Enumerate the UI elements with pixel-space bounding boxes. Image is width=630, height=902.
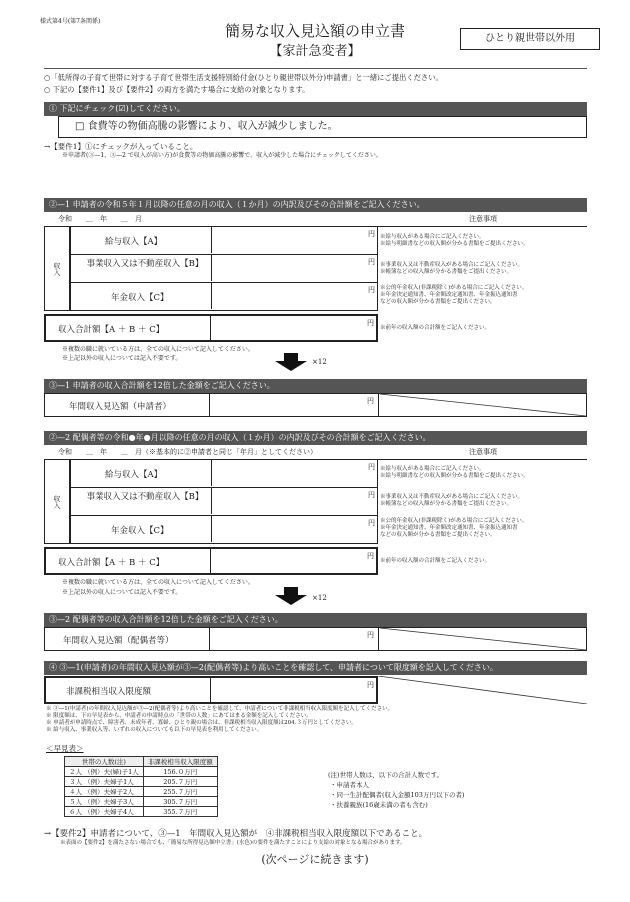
pension-note — [380, 285, 527, 306]
continue-next-page: (次ページに続きます) — [261, 853, 369, 866]
page-subtitle: 【家計急変者】 — [269, 44, 361, 59]
spouse-salary-income-input[interactable] — [211, 460, 371, 486]
yen-label: 円 — [368, 463, 375, 471]
total-note: ※前年の収入額の合計額をご記入ください。 — [380, 325, 491, 331]
income-side-label: 収入 — [44, 227, 70, 311]
form-number: 様式第4号(第7条関係) — [40, 18, 101, 25]
section-2-1-header: ②—1 申請者の令和５年１月以降の任意の月の収入（１か月）の内訳及びその合計額をご記入ください。 — [44, 198, 587, 212]
household-note-title: (注)世帯人数は、以下の合計人数です。 — [328, 771, 444, 779]
income-limit: 255.７万円 — [143, 787, 217, 797]
spouse-business-note-2: ※帳簿などの収入額が分かる書類をご提出ください。 — [380, 501, 513, 507]
yen-label: 円 — [368, 258, 375, 266]
pension-note-3: などの収入額が分かる書類をご提出ください。 — [380, 299, 496, 305]
table-header: 世帯の人数(注) — [65, 757, 144, 767]
total-income-label: 収入合計額【A ＋ B ＋ C】 — [58, 325, 165, 335]
spouse-total-note: ※前年の収入額の合計額をご記入ください。 — [380, 558, 491, 564]
requirement-1: →【要件1】①にチェックが入っていること。 — [44, 142, 198, 151]
spouse-income-month-field[interactable]: 令和 ＿ 年 ＿ 月（※基本的に②申請者と同じ「年月」としてください） — [58, 448, 317, 456]
spouse-salary-income-label: 給与収入【A】 — [105, 470, 163, 480]
down-arrow-head-icon — [275, 595, 307, 605]
requirement-2-note: ※表面の【要件2】を満たさない場合でも、「簡易な所得見込額申立書」(水色)の要件を満たすことにより支給の対象となる場合があります。 — [60, 840, 406, 846]
times-twelve: ×12 — [312, 358, 327, 366]
pension-income-input[interactable] — [211, 283, 371, 309]
table-row — [65, 777, 218, 787]
yen-label: 円 — [368, 491, 375, 499]
salary-income-input[interactable] — [211, 227, 371, 253]
spouse-business-income-label: 事業収入又は不動産収入【B】 — [86, 492, 204, 502]
diagonal-line — [380, 628, 586, 650]
pension-income-label: 年金収入【C】 — [111, 293, 169, 303]
times-twelve: ×12 — [312, 594, 327, 602]
household-note — [328, 770, 464, 810]
annual-income-applicant-label: 年間収入見込額（申請者） — [69, 402, 172, 412]
spouse-pension-income-label: 年金収入【C】 — [111, 526, 169, 536]
yen-label: 円 — [367, 319, 374, 327]
household-note-item: ・扶養親族(16歳未満の者も含む) — [330, 801, 428, 809]
spouse-pension-note-3: などの収入額が分かる書類をご提出ください。 — [380, 532, 496, 538]
section-4-note-4: ※ 給与収入、事業収入等、いずれの収入についても以下の早見表を利用してください。 — [46, 727, 263, 733]
yen-label: 円 — [368, 230, 375, 238]
total-income-input[interactable] — [210, 316, 370, 340]
pension-income-row — [70, 283, 378, 311]
quick-table-title: ＜早見表＞ — [46, 744, 84, 753]
business-note-1: ※事業収入又は不動産収入がある場合にご記入ください。 — [380, 262, 524, 268]
income-limit: 355.７万円 — [143, 807, 217, 817]
salary-income-label: 給与収入【A】 — [105, 237, 163, 247]
intro-line-1: ○「低所得の子育て世帯に対する子育て世帯生活支援特別給付金(ひとり親世帯以外分)申請書」と一緒にご提出ください。 — [44, 73, 443, 82]
annual-income-applicant-input[interactable] — [209, 394, 379, 416]
income-limit-row — [44, 676, 378, 704]
annual-income-spouse-label: 年間収入見込額（配偶者等） — [63, 636, 174, 646]
spouse-total-income-label: 収入合計額【A ＋ B ＋ C】 — [58, 558, 165, 568]
section-4-header: ④ ③—1(申請者)の年間収入見込額が③—2(配偶者等)より高いことを確認して、申請者について限度額を記入してください。 — [44, 661, 587, 675]
table-row — [65, 787, 218, 797]
spouse-salary-note — [380, 466, 529, 480]
pension-note-1: ※公的年金収入(非課税除く)がある場合にご記入ください。 — [380, 285, 528, 291]
section-4-notes — [46, 706, 393, 734]
section-4-note-1: ※ ③—1(申請者)の年間収入見込額が③—2(配偶者等)より高いことを確認して、申請者について非課税相当収入限度額を記入してください。 — [46, 706, 394, 712]
down-arrow-icon — [284, 353, 298, 361]
business-income-label: 事業収入又は不動産収入【B】 — [86, 259, 204, 269]
annual-income-spouse-input[interactable] — [209, 628, 379, 650]
annual-income-applicant-row — [44, 393, 587, 417]
household-size: ４人 （例）夫婦子2人 — [65, 787, 144, 797]
income-limit-input[interactable] — [210, 678, 370, 702]
section-2-1-date-row — [44, 212, 587, 227]
household-size: ３人 （例）夫婦子1人 — [65, 777, 144, 787]
section-2-2-header: ②—2 配偶者等の令和●年●月以降の任意の月の収入（１か月）の内訳及びその合計額をご記入ください。 — [44, 431, 587, 445]
spouse-total-income-input[interactable] — [210, 549, 370, 573]
section-4-note-3: ※ 申請者が申請時点で、障害者、未成年者、寡婦、ひとり親の場合は、非課税相当収入限度額は204.３万円としてください。 — [46, 720, 357, 726]
income-limit-label: 非課税相当収入限度額 — [66, 687, 152, 697]
diagonal-line — [380, 394, 586, 416]
spouse-salary-note-2: ※給与明細書などの収入額が分かる書類をご提出ください。 — [380, 473, 529, 479]
household-note-item: ・同一生計配偶者(収入金額103万円以下の者) — [330, 791, 465, 799]
section-2-2-date-row — [44, 445, 587, 460]
salary-note-2: ※給与明細書などの収入額が分かる書類をご提出ください。 — [380, 241, 529, 247]
notes-header: 注意事項 — [469, 215, 497, 223]
business-income-row — [70, 255, 378, 283]
spouse-business-note — [380, 494, 523, 508]
section-3-1-header: ③—1 申請者の収入合計額を12倍した金額をご記入ください。 — [44, 379, 587, 393]
other-income-note: ※上記以外の収入については記入不要です。 — [62, 355, 182, 362]
table-header: 非課税相当収入限度額 — [143, 757, 217, 767]
income-limit: 205.７万円 — [143, 777, 217, 787]
spouse-salary-income-row — [70, 460, 378, 488]
down-arrow-head-icon — [275, 361, 307, 371]
yen-label: 円 — [368, 519, 375, 527]
yen-label: 円 — [367, 552, 374, 560]
income-limit: 156.０万円 — [143, 767, 217, 777]
multiple-jobs-note: ※複数の職に就いている方は、全ての収入について記入してください。 — [62, 346, 254, 353]
quick-reference-table — [64, 756, 218, 817]
spouse-pension-note-1: ※公的年金収入(非課税除く)がある場合にご記入ください。 — [380, 518, 528, 524]
table-row — [65, 807, 218, 817]
yen-label: 円 — [367, 631, 374, 639]
intro-line-2: ○ 下記の【要件1】及び【要件2】の両方を満たす場合に支給の対象となります。 — [44, 85, 310, 94]
household-note-item: ・申請者本人 — [330, 781, 369, 789]
salary-note-1: ※給与収入がある場合にご記入ください。 — [380, 234, 485, 240]
yen-label: 円 — [368, 286, 375, 294]
requirement-1-note: ※申請者(③—1、③—2 で収入が高い方)が食費等の物価高騰の影響で、収入が減少した場合にチェックしてください。 — [62, 152, 382, 159]
annual-income-spouse-row — [44, 627, 587, 651]
section-1-header: ① 下記にチェック(☑)してください。 — [44, 102, 587, 116]
notes-header: 注意事項 — [469, 448, 497, 456]
table-row — [65, 797, 218, 807]
yen-label: 円 — [367, 397, 374, 405]
section-4-note-2: ※ 限度額は、下の早見表から、申請者の申請時点の「世帯の人数」にあてはまる金額を記入してください。 — [46, 713, 312, 719]
spouse-pension-income-row — [70, 516, 378, 544]
spouse-business-income-row — [70, 488, 378, 516]
spouse-salary-note-1: ※給与収入がある場合にご記入ください。 — [380, 466, 485, 472]
form-type-badge: ひとり親世帯以外用 — [460, 28, 600, 50]
price-impact-checkbox[interactable]: □ 食費等の物価高騰の影響により、収入が減少しました。 — [58, 116, 587, 138]
section-3-2-header: ③—2 配偶者等の収入合計額を12倍した金額をご記入ください。 — [44, 613, 587, 627]
household-size: ６人 （例）夫婦子4人 — [65, 807, 144, 817]
spouse-total-income-row — [44, 547, 378, 575]
business-income-input[interactable] — [211, 255, 371, 281]
business-note-2: ※帳簿などの収入額が分かる書類をご提出ください。 — [380, 269, 513, 275]
salary-note — [380, 234, 529, 248]
spouse-pension-note — [380, 518, 527, 539]
spouse-business-note-1: ※事業収入又は不動産収入がある場合にご記入ください。 — [380, 494, 524, 500]
spouse-pension-income-input[interactable] — [211, 516, 371, 542]
pension-note-2: ※年金決定通知書、年金額改定通知書、年金振込通知書 — [380, 292, 518, 298]
requirement-2: →【要件2】申請者について、③—1 年間収入見込額が ④非課税相当収入限度額以下であること。 — [44, 829, 428, 839]
table-header-row — [65, 757, 218, 767]
income-limit: 305.７万円 — [143, 797, 217, 807]
intro — [44, 68, 587, 96]
household-size: ２人 （例）夫(婦)子1人 — [65, 767, 144, 777]
spouse-multiple-jobs-note: ※複数の職に就いている方は、全ての収入について記入してください。 — [62, 579, 254, 586]
spouse-pension-note-2: ※年金決定通知書、年金額改定通知書、年金振込通知書 — [380, 525, 518, 531]
spouse-other-income-note: ※上記以外の収入については記入不要です。 — [62, 589, 182, 596]
spouse-business-income-input[interactable] — [211, 488, 371, 514]
page-title: 簡易な収入見込額の申立書 — [224, 22, 405, 40]
down-arrow-icon — [284, 587, 298, 595]
diagonal-line — [378, 676, 587, 704]
table-row — [65, 767, 218, 777]
salary-income-row — [70, 227, 378, 255]
household-size: ５人 （例）夫婦子3人 — [65, 797, 144, 807]
business-note — [380, 262, 523, 276]
income-side-label: 収入 — [44, 460, 70, 544]
income-month-field[interactable]: 令和 ＿ 年 ＿ 月 — [58, 215, 142, 223]
total-income-row — [44, 314, 378, 342]
yen-label: 円 — [367, 681, 374, 689]
